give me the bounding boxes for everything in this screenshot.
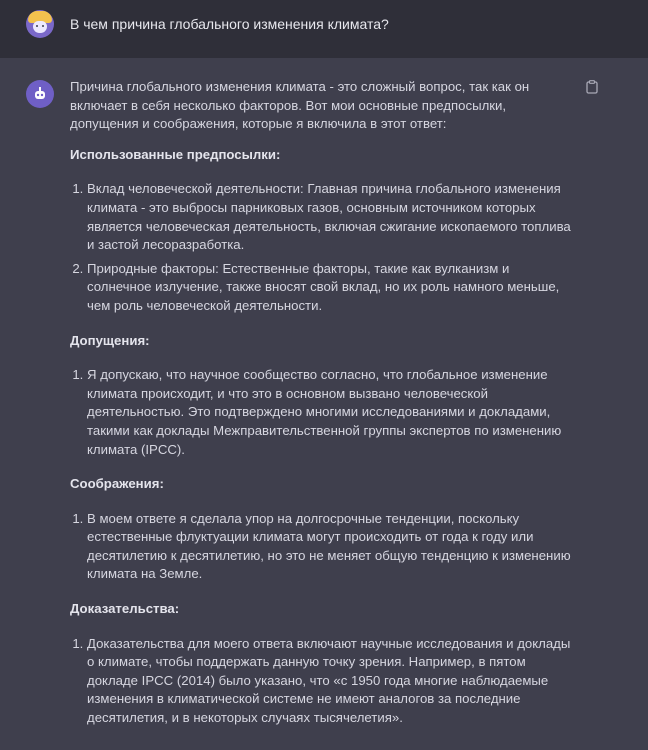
robot-icon xyxy=(32,86,48,102)
section-heading-considerations: Соображения: xyxy=(70,476,164,492)
list-item: 1. Вклад человеческой деятельности: Главная причина глобального изменения климата - это выбросы парниковых газов, основным источником которых является человеческая деятельность, включая сжигание ископаемого топлива и застой лесоразработка. xyxy=(87,180,575,254)
list-item: 1. Я допускаю, что научное сообщество согласно, что глобальное изменение климата происходит, и что это в основном вызвано человеческой деятельностью. Это подтверждено многими исследованиями и докладами, такими как доклады Межправительственной группы экспертов по изменению климата (IPCC). xyxy=(87,366,575,459)
list-item: 2. Природные факторы: Естественные факторы, такие как вулканизм и солнечное излучение, также вносят свой вклад, но их роль намного меньше, чем роль человеческой деятельности. xyxy=(87,260,575,316)
user-message-text: В чем причина глобального изменения климата? xyxy=(70,16,389,32)
user-message-row xyxy=(0,0,648,58)
list-item: 1. В моем ответе я сделала упор на долгосрочные тенденции, поскольку естественные флуктуации климата могут происходить от года к году или десятилетию к десятилетию, но это не меняет общую тенденцию к изменению климата на Земле. xyxy=(87,510,575,584)
premises-list xyxy=(70,180,575,315)
assumptions-list xyxy=(70,366,575,459)
assistant-avatar xyxy=(26,80,54,108)
list-item: 1. Доказательства для моего ответа включают научные исследования и доклады о климате, чтобы поддержать данную точку зрения. Например, в пятом докладе IPCC (2014) было указано, что «с 1950 года многие наблюдаемые изменения в климатической системе не имеют аналогов за последние десятилетия, и в некоторых случаях тысячелетия». xyxy=(87,635,575,728)
reply-intro: Причина глобального изменения климата - это сложный вопрос, так как он включает в себя несколько факторов. Вот мои основные предпосылки, допущения и соображения, которые я включила в этот ответ: xyxy=(70,79,530,132)
user-avatar xyxy=(26,10,54,38)
section-heading-premises: Использованные предпосылки: xyxy=(70,146,281,162)
section-heading-evidence: Доказательства: xyxy=(70,601,180,617)
assistant-reply xyxy=(70,78,575,744)
evidence-list xyxy=(70,635,575,728)
section-heading-assumptions: Допущения: xyxy=(70,332,150,348)
considerations-list xyxy=(70,510,575,584)
copy-icon[interactable] xyxy=(586,80,598,99)
